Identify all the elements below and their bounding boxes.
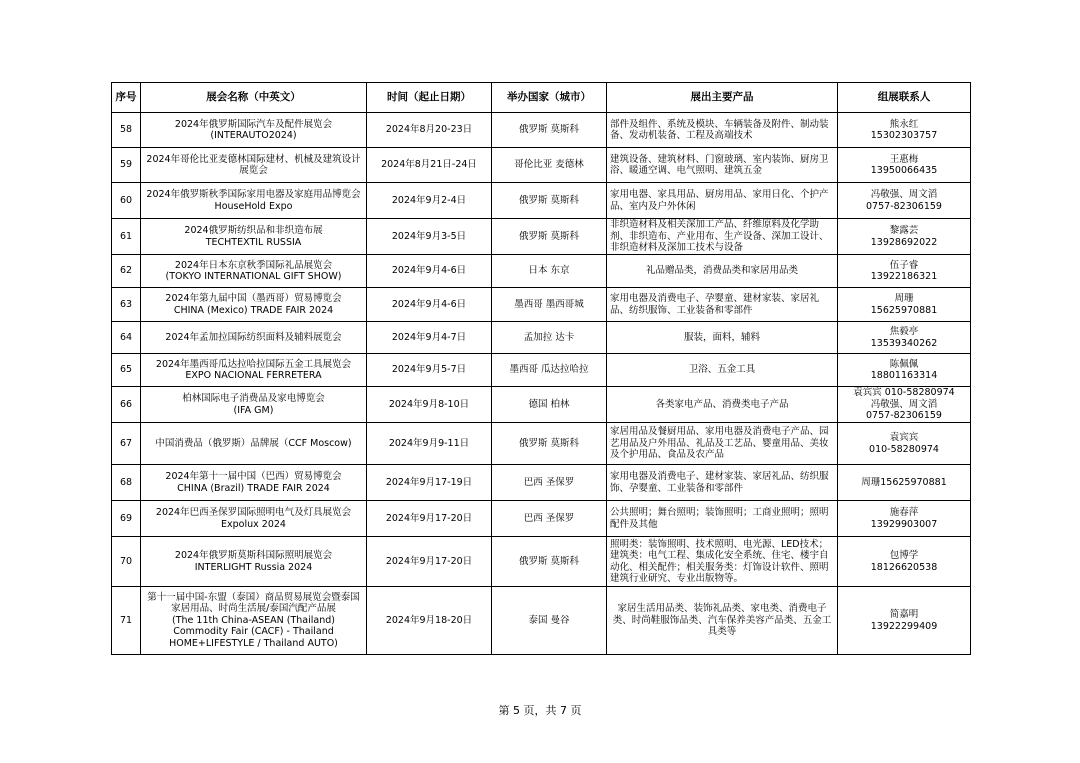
- exhibition-name: [141, 501, 367, 537]
- exhibition-products: 家用电器及消费电子、孕婴童、建材家装、家居礼品、纺织服饰、工业装备和零部件: [607, 288, 838, 322]
- exhibition-name-line: 2024年巴西圣保罗国际照明电气及灯具展览会: [155, 507, 352, 518]
- header-no: 序号: [112, 83, 141, 113]
- exhibition-name-line: EXPO NACIONAL FERRETERA: [185, 370, 322, 381]
- exhibition-name: [141, 148, 367, 183]
- header-date: 时间（起止日期）: [367, 83, 492, 113]
- contact-line: 王惠梅: [889, 153, 919, 165]
- contact-line: 13928692022: [870, 236, 938, 248]
- exhibition-place: 泰国 曼谷: [492, 587, 607, 655]
- exhibition-products: 家居生活用品类、装饰礼品类、家电类、消费电子类、时尚鞋服饰品类、汽车保养美容产品类、五金工具类等: [607, 587, 838, 655]
- contact-line: 13922299409: [870, 620, 938, 632]
- exhibition-name-line: 2024年墨西哥瓜达拉哈拉国际五金工具展览会: [155, 358, 352, 370]
- exhibition-name-line: 2024年俄罗斯莫斯科国际照明展览会: [174, 550, 333, 561]
- contact-line: 施春萍: [889, 507, 919, 518]
- row-number: 65: [112, 354, 141, 387]
- exhibition-products: 部件及组件、系统及模块、车辆装备及附件、制动装备、发动机装备、工程及高端技术: [607, 113, 838, 148]
- contact-line: 13950066435: [870, 165, 938, 176]
- table-row: [112, 113, 971, 148]
- exhibition-place: 俄罗斯 莫斯科: [492, 219, 607, 255]
- exhibition-name-line: 中国消费品（俄罗斯）品牌展（CCF Moscow): [155, 437, 352, 449]
- exhibition-contact: [838, 537, 971, 587]
- row-number: 59: [112, 148, 141, 183]
- contact-line: 焦毅亭: [889, 326, 919, 337]
- exhibition-name-line: 2024俄罗斯纺织品和非织造布展: [184, 225, 323, 236]
- exhibition-contact: [838, 465, 971, 501]
- contact-line: 13539340262: [870, 337, 938, 349]
- contact-line: 袁宾宾: [889, 432, 919, 443]
- table-body: [112, 113, 971, 655]
- exhibition-place: 孟加拉 达卡: [492, 322, 607, 354]
- row-number: 71: [112, 587, 141, 655]
- contact-line: 010-58280974: [869, 443, 939, 455]
- row-number: 61: [112, 219, 141, 255]
- exhibition-name-line: TECHTEXTIL RUSSIA: [205, 236, 302, 248]
- row-number: 68: [112, 465, 141, 501]
- table-row: [112, 288, 971, 322]
- exhibition-name-line: 2024年日本东京秋季国际礼品展览会: [174, 259, 333, 271]
- exhibition-date: 2024年9月18-20日: [367, 587, 492, 655]
- exhibition-products: 各类家电产品、消费类电子产品: [607, 387, 838, 423]
- exhibition-contact: [838, 387, 971, 423]
- exhibition-place: 墨西哥 墨西哥城: [492, 288, 607, 322]
- exhibition-products: 家用电器及消费电子、建材家装、家居礼品、纺织服饰、孕婴童、工业装备和零部件: [607, 465, 838, 501]
- exhibition-name-line: HOME+LIFESTYLE / Thailand AUTO): [169, 637, 338, 649]
- exhibition-date: 2024年9月2-4日: [367, 183, 492, 219]
- exhibition-date: 2024年9月17-19日: [367, 465, 492, 501]
- exhibition-name: [141, 219, 367, 255]
- exhibition-name-line: (IFA GM): [233, 404, 274, 416]
- exhibition-place: 德国 柏林: [492, 387, 607, 423]
- exhibition-place: 巴西 圣保罗: [492, 465, 607, 501]
- exhibition-contact: [838, 322, 971, 354]
- exhibition-date: 2024年9月4-7日: [367, 322, 492, 354]
- exhibition-name-line: CHINA (Brazil) TRADE FAIR 2024: [177, 482, 330, 494]
- exhibition-name: [141, 465, 367, 501]
- exhibition-place: 巴西 圣保罗: [492, 501, 607, 537]
- row-number: 63: [112, 288, 141, 322]
- contact-line: 0757-82306159: [866, 410, 942, 422]
- exhibition-name-line: (INTERAUTO2024): [210, 130, 297, 141]
- exhibition-date: 2024年9月8-10日: [367, 387, 492, 423]
- exhibition-products: 卫浴、五金工具: [607, 354, 838, 387]
- contact-line: 13929903007: [870, 518, 938, 530]
- exhibition-name: [141, 387, 367, 423]
- contact-line: 0757-82306159: [866, 200, 942, 212]
- header-products: 展出主要产品: [607, 83, 838, 113]
- header-name: 展会名称（中英文）: [141, 83, 367, 113]
- exhibition-name: [141, 423, 367, 465]
- exhibition-products: 家用电器、家具用品、厨房用品、家用日化、个护产品、室内及户外休闲: [607, 183, 838, 219]
- exhibition-contact: [838, 183, 971, 219]
- exhibition-contact: [838, 288, 971, 322]
- row-number: 69: [112, 501, 141, 537]
- exhibition-products: 家居用品及餐厨用品、家用电器及消费电子产品、园艺用品及户外用品、礼品及工艺品、婴童用品、美妆及个护用品、食品及农产品: [607, 423, 838, 465]
- exhibition-contact: [838, 219, 971, 255]
- contact-line: 15302303757: [870, 130, 938, 141]
- exhibition-place: 日本 东京: [492, 255, 607, 288]
- exhibition-name-line: 2024年哥伦比亚麦德林国际建材、机械及建筑设计展览会: [146, 153, 361, 176]
- exhibition-name-line: INTERLIGHT Russia 2024: [194, 561, 313, 573]
- exhibition-date: 2024年9月4-6日: [367, 255, 492, 288]
- contact-line: 18801163314: [870, 370, 938, 381]
- row-number: 62: [112, 255, 141, 288]
- contact-line: 15625970881: [870, 304, 938, 316]
- table-row: [112, 354, 971, 387]
- exhibition-name-line: 2024年孟加拉国际纺织面料及辅料展览会: [165, 331, 342, 343]
- contact-line: 黎露芸: [889, 225, 919, 236]
- exhibition-name-line: CHINA (Mexico) TRADE FAIR 2024: [173, 304, 334, 316]
- exhibition-products: 非织造材料及相关深加工产品、纤维原料及化学助剂、非织造布、产业用布、生产设备、深加工设计、非织造材料及深加工技术与设备: [607, 219, 838, 255]
- exhibition-name: [141, 322, 367, 354]
- exhibition-name-line: (The 11th China-ASEAN (Thailand): [172, 614, 335, 626]
- table-row: [112, 501, 971, 537]
- exhibition-date: 2024年9月4-6日: [367, 288, 492, 322]
- exhibition-place: 俄罗斯 莫斯科: [492, 423, 607, 465]
- exhibition-name-line: Commodity Fair (CACF) - Thailand: [173, 626, 334, 638]
- contact-line: 袁宾宾 010-58280974: [853, 387, 955, 399]
- contact-line: 包博学: [889, 550, 919, 561]
- exhibition-name: [141, 354, 367, 387]
- exhibition-contact: [838, 423, 971, 465]
- row-number: 58: [112, 113, 141, 148]
- row-number: 60: [112, 183, 141, 219]
- table-row: [112, 183, 971, 219]
- contact-line: 周珊: [894, 293, 914, 304]
- header-place: 举办国家（城市）: [492, 83, 607, 113]
- exhibition-products: 礼品赠品类，消费品类和家居用品类: [607, 255, 838, 288]
- exhibition-name-line: 2024年俄罗斯国际汽车及配件展览会: [174, 118, 333, 130]
- table-row: [112, 148, 971, 183]
- exhibition-name: [141, 288, 367, 322]
- exhibition-name: [141, 183, 367, 219]
- contact-line: 陈佩佩: [889, 358, 919, 370]
- table-row: [112, 423, 971, 465]
- exhibition-name-line: 2024年俄罗斯秋季国际家用电器及家庭用品博览会: [146, 189, 361, 200]
- exhibition-name-line: (TOKYO INTERNATIONAL GIFT SHOW): [165, 271, 342, 282]
- exhibition-date: 2024年9月5-7日: [367, 354, 492, 387]
- exhibition-name-line: HouseHold Expo: [214, 200, 293, 212]
- table-header-row: [112, 83, 971, 113]
- table-row: [112, 255, 971, 288]
- row-number: 67: [112, 423, 141, 465]
- row-number: 70: [112, 537, 141, 587]
- table-row: [112, 219, 971, 255]
- contact-line: 熊永红: [889, 118, 919, 130]
- exhibition-place: 墨西哥 瓜达拉哈拉: [492, 354, 607, 387]
- exhibition-contact: [838, 255, 971, 288]
- exhibition-place: 俄罗斯 莫斯科: [492, 537, 607, 587]
- exhibition-date: 2024年9月3-5日: [367, 219, 492, 255]
- contact-line: 13922186321: [870, 271, 938, 282]
- table-row: [112, 537, 971, 587]
- exhibition-contact: [838, 354, 971, 387]
- exhibition-place: 哥伦比亚 麦德林: [492, 148, 607, 183]
- exhibition-contact: [838, 148, 971, 183]
- header-contact: 组展联系人: [838, 83, 971, 113]
- exhibition-products: 服装，面料，辅料: [607, 322, 838, 354]
- contact-line: 伍子睿: [889, 259, 919, 271]
- contact-line: 简嘉明: [889, 609, 919, 620]
- table-row: [112, 387, 971, 423]
- exhibition-contact: [838, 113, 971, 148]
- exhibition-name: [141, 537, 367, 587]
- table-row: [112, 587, 971, 655]
- exhibition-name-line: 柏林国际电子消费品及家电博览会: [182, 393, 325, 404]
- exhibition-contact: [838, 501, 971, 537]
- exhibition-products: 公共照明；舞台照明；装饰照明；工商业照明；照明配件及其他: [607, 501, 838, 537]
- exhibition-name-line: Expolux 2024: [221, 518, 286, 530]
- contact-line: 冯敬强、周文滔: [870, 189, 938, 200]
- exhibition-table: [111, 82, 971, 655]
- exhibition-name: [141, 113, 367, 148]
- exhibition-name-line: 第十一届中国-东盟（泰国）商品贸易展览会暨泰国家居用品、时尚生活展/泰国汽配产品展: [147, 591, 360, 615]
- contact-line: 冯敬强、周文滔: [870, 398, 938, 410]
- table-row: [112, 322, 971, 354]
- contact-line: 18126620538: [870, 561, 938, 573]
- exhibition-products: 照明类：装饰照明、技术照明、电光源、LED技术；建筑类：电气工程、集成化安全系统、住宅、楼宇自动化、相关配件；相关服务类：灯饰设计软件、照明建筑行业研究、专业出版物等。: [607, 537, 838, 587]
- exhibition-name-line: 2024年第九届中国（墨西哥）贸易博览会: [165, 293, 342, 304]
- exhibition-products: 建筑设备、建筑材料、门窗玻璃、室内装饰、厨房卫浴、暖通空调、电气照明、建筑五金: [607, 148, 838, 183]
- exhibition-date: 2024年9月9-11日: [367, 423, 492, 465]
- contact-line: 周珊15625970881: [861, 476, 947, 488]
- exhibition-name: [141, 255, 367, 288]
- exhibition-name: [141, 587, 367, 655]
- exhibition-date: 2024年9月17-20日: [367, 501, 492, 537]
- table-row: [112, 465, 971, 501]
- exhibition-name-line: 2024年第十一届中国（巴西）贸易博览会: [165, 471, 342, 482]
- row-number: 64: [112, 322, 141, 354]
- exhibition-place: 俄罗斯 莫斯科: [492, 183, 607, 219]
- page-footer: 第 5 页，共 7 页: [498, 704, 582, 717]
- exhibition-place: 俄罗斯 莫斯科: [492, 113, 607, 148]
- exhibition-contact: [838, 587, 971, 655]
- exhibition-date: 2024年9月17-20日: [367, 537, 492, 587]
- exhibition-date: 2024年8月20-23日: [367, 113, 492, 148]
- row-number: 66: [112, 387, 141, 423]
- exhibition-date: 2024年8月21日-24日: [367, 148, 492, 183]
